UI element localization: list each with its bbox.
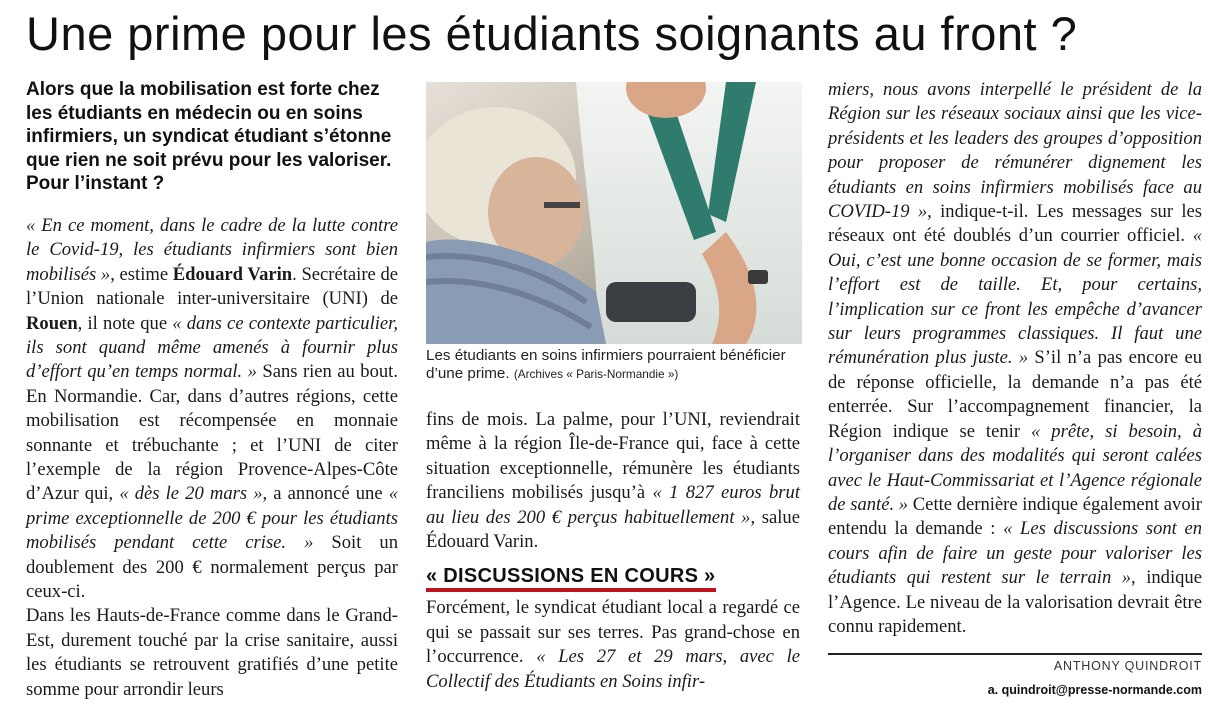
text-run: S’il n’a pas encore eu de réponse officielle, la demande n’a pas été enterrée. Sur l’accompagnement financier, la Région indique se tenir [828, 347, 1202, 442]
quote: « prête, si besoin, à l’organiser dans des modalités qui seront calées avec le Haut-Commissariat et l’Agence régionale de santé. » [828, 420, 1202, 515]
quote: « 1 827 euros brut au lieu des 200 € perçus habituellement » [426, 482, 800, 528]
quote: « dès le 20 mars » [119, 483, 263, 505]
section-subhead: « DISCUSSIONS EN COURS » [426, 564, 716, 592]
article-column-3 [828, 78, 1202, 639]
quote: miers, nous avons interpellé le président de la Région sur les réseaux sociaux ainsi que les vice-présidents et les leaders des groupes d’opposition pour proposer de rémunérer dignement les étudiants en soins infirmiers mobilisés face au COVID-19 » [828, 79, 1202, 223]
text-run: Sans rien au bout. En Normandie. Car, dans d’autres régions, cette mobilisation est récompensée en monnaie sonnante et trébuchante ; et l’UNI de citer l’exemple de la région Provence-Alpes-Côte d’Azur qui, [26, 361, 398, 505]
quote: « En ce moment, dans le cadre de la lutte contre le Covid-19, les étudiants infirmiers sont bien mobilisés » [26, 214, 398, 285]
text-run: , a annoncé une [262, 483, 389, 505]
text-run: Soit un doublement des 200 € normalement perçus par ceux-ci. [26, 532, 398, 603]
text-run: , indique-t-il. Les messages sur les réseaux ont été doublés d’un courrier officiel. [828, 201, 1202, 247]
paragraph-3 [426, 408, 800, 554]
paragraph-5 [828, 78, 1202, 639]
quote: « prime exceptionnelle de 200 € pour les étudiants mobilisés pendant cette crise. » [26, 483, 398, 554]
quote: « Oui, c’est une bonne occasion de se former, mais l’effort est de taille. Et, pour certains, l’implication sur ce front les empêche d’avancer sur leurs programmes classiques. Il faut une rémunération plus juste. » [828, 225, 1202, 369]
photo-credit: (Archives « Paris-Normandie ») [513, 367, 679, 382]
photo-caption [426, 347, 806, 384]
signature-rule [828, 653, 1202, 655]
text-run: , indique l’Agence. Le niveau de la valorisation devrait être connu rapidement. [828, 567, 1202, 637]
article-photo [426, 82, 802, 344]
standfirst: Alors que la mobilisation est forte chez les étudiants en médecin ou en soins infirmiers, un syndicat étudiant s’étonne que rien ne soit prévu pour les valoriser. Pour l’instant ? [26, 79, 392, 195]
paragraph-1 [26, 214, 398, 605]
quote: « Les discussions sont en cours afin de faire un geste pour valoriser les étudiants qui restent sur le terrain » [828, 518, 1203, 589]
author-email[interactable]: a. quindroit@presse-normande.com [987, 683, 1202, 697]
article-column-2 [426, 408, 800, 694]
author-name: ANTHONY QUINDROIT [1053, 659, 1202, 673]
text-run: , il note que [77, 312, 173, 334]
text-run: , estime [110, 263, 173, 285]
text-run: fins de mois. La palme, pour l’UNI, reviendrait même à la région Île-de-France qui, face à cette situation exceptionnelle, rémunère les étudiants franciliens mobilisés jusqu’à [426, 409, 800, 504]
paragraph-4 [426, 596, 800, 694]
quote: « Les 27 et 29 mars, avec le Collectif des Étudiants en Soins infir- [426, 646, 800, 692]
text-run: , salue Édouard Varin. [426, 506, 800, 553]
headline: Une prime pour les étudiants soignants au front ? [26, 7, 1078, 60]
quote: « dans ce contexte particulier, ils sont quand même amenés à fournir plus d’effort qu’en temps normal. » [26, 312, 398, 383]
photo-illustration [426, 82, 802, 344]
text-run: Cette dernière indique également avoir entendu la demande : [828, 493, 1203, 540]
paragraph-2: Dans les Hauts-de-France comme dans le Grand-Est, durement touché par la crise sanitaire, aussi les étudiants se retrouvent gratifiés d’une petite somme pour arrondir leurs [26, 605, 398, 700]
caption-text: Les étudiants en soins infirmiers pourraient bénéficier d’une prime. [426, 347, 786, 383]
text-run: . Secrétaire de l’Union nationale inter-universitaire (UNI) de [26, 263, 398, 310]
article-column-1 [26, 78, 398, 702]
place-name: Rouen [26, 312, 78, 334]
text-run: Forcément, le syndicat étudiant local a regardé ce qui se passait sur ses terres. Pas grand-chose en l’occurrence. [426, 597, 800, 668]
person-name: Édouard Varin [172, 263, 293, 285]
